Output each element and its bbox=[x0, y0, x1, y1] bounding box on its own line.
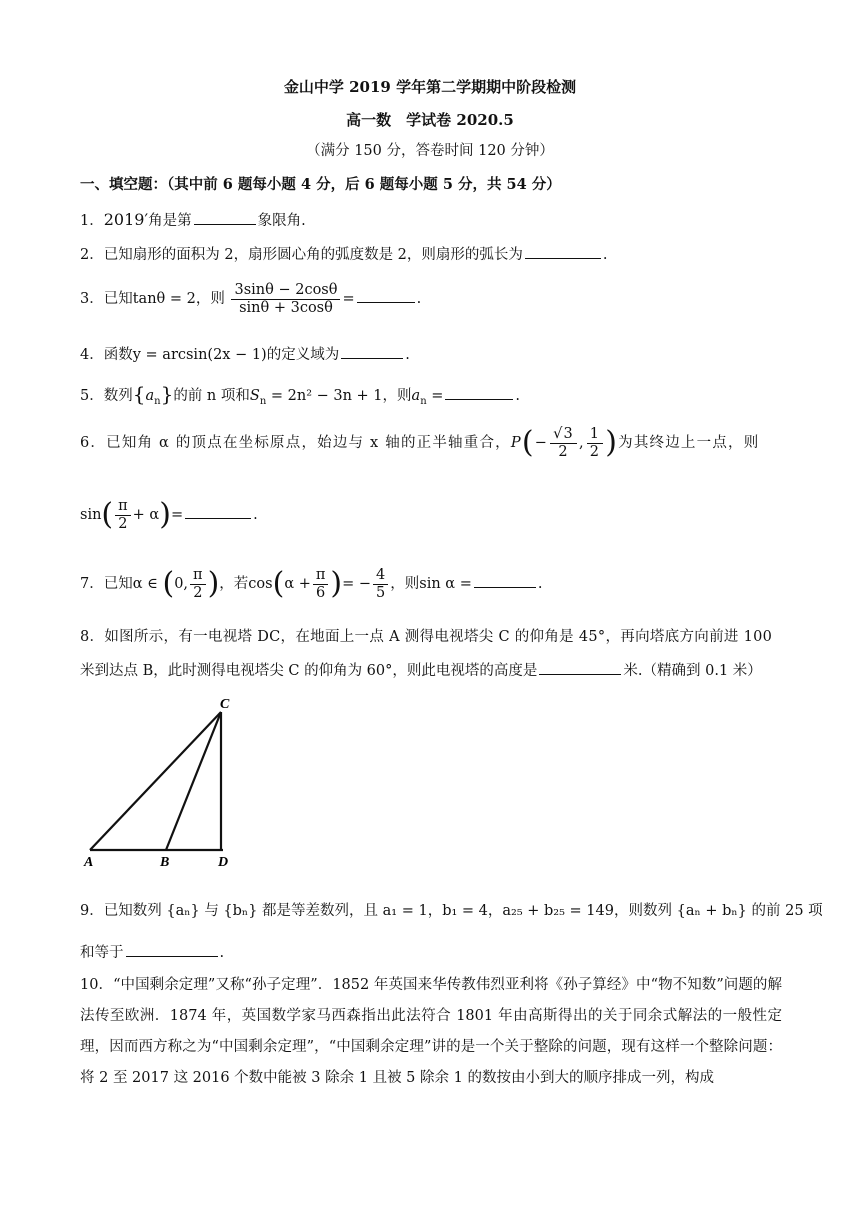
q7-neg: = − bbox=[342, 576, 372, 593]
q7-answer-blank[interactable] bbox=[474, 573, 536, 588]
diagram-line-bc bbox=[166, 712, 221, 850]
q5-end: . bbox=[515, 388, 521, 404]
q7-frac-45 bbox=[373, 567, 388, 601]
q1-text-a: 角是第 bbox=[148, 213, 192, 229]
q7-sin: sin α = bbox=[419, 576, 472, 593]
question-1 bbox=[80, 210, 306, 230]
q7-text-a: 已知 bbox=[103, 576, 133, 593]
question-9 bbox=[80, 903, 823, 920]
q8-line1: 如图所示，有一电视塔 DC，在地面上一点 A 测得电视塔尖 C 的仰角是 45°，再向塔底方向前进 100 bbox=[104, 629, 773, 645]
q5-answer-blank[interactable] bbox=[445, 385, 513, 400]
q6-text-a: 已知角 α 的顶点在坐标原点，始边与 x 轴的正半轴重合， bbox=[106, 435, 511, 452]
q2-end: . bbox=[602, 247, 608, 263]
q5-text-c: ，则 bbox=[382, 388, 412, 404]
q5-brace-right: } bbox=[160, 382, 174, 406]
q6-l2-frac-num: π bbox=[115, 498, 131, 516]
q3-fraction bbox=[231, 282, 340, 316]
question-10: 10．“中国剩余定理”又称“孙子定理”．1852 年英国来华传教伟烈亚利将《孙子算经》中“物不知数”问题的解法传至欧洲．1874 年，英国数学家马西森指出此法符合 1801 年由高斯得出的关于同余式解法的一般性定理，因而西方称之为“中国剩余定理”，“中国剩余定理”讲的是一个关于整除的问题，现有这样一个整除问题：将 2 至 2017 这 2016 个数中能被 3 除余 1 且被 5 除余 1 的数按由小到大的顺序排成一列，构成 bbox=[80, 977, 782, 1086]
q3-numerator: 3sinθ − 2cosθ bbox=[231, 282, 340, 300]
q4-text-a: 函数 bbox=[103, 347, 133, 363]
q3-end: . bbox=[416, 291, 422, 308]
q6-l2-frac-den: 2 bbox=[118, 515, 128, 532]
q7-frac-pi6-den: 6 bbox=[316, 584, 326, 601]
q6-l2-plus-alpha: + α bbox=[132, 507, 160, 524]
q6-l2-paren-right: ) bbox=[159, 497, 171, 533]
q4-number: 4． bbox=[80, 347, 104, 363]
exam-subtitle: 高一数 学试卷 2020.5 bbox=[346, 111, 514, 129]
q7-frac-pi2-den: 2 bbox=[193, 584, 203, 601]
q7-frac-pi2-num: π bbox=[190, 567, 206, 585]
q7-frac-pi6-num: π bbox=[313, 567, 329, 585]
q9-end: . bbox=[219, 945, 225, 961]
q5-text-a: 数列 bbox=[103, 388, 133, 404]
q6-minus: − bbox=[534, 435, 549, 452]
q7-frac-45-num: 4 bbox=[373, 567, 388, 585]
q7-zero: 0, bbox=[174, 576, 189, 593]
question-9-line2 bbox=[80, 942, 224, 962]
q2-text: 已知扇形的面积为 2，扇形圆心角的弧度数是 2，则扇形的弧长为 bbox=[103, 247, 523, 263]
q6-sin: sin bbox=[80, 507, 102, 524]
q6-comma: , bbox=[578, 435, 585, 452]
q6-l2-paren-left: ( bbox=[101, 497, 114, 533]
q6-text-b: 为其终边上一点，则 bbox=[618, 435, 760, 452]
q6-frac-2-num: 1 bbox=[587, 426, 603, 444]
q1-number: 1． bbox=[80, 213, 104, 229]
exam-note: （满分 150 分，答卷时间 120 分钟） bbox=[306, 143, 554, 159]
q7-frac-pi2 bbox=[190, 567, 206, 601]
q3-text-a: 已知 bbox=[103, 291, 133, 308]
q7-cos-paren-right: ) bbox=[330, 566, 343, 602]
q1-angle: 2019′ bbox=[103, 210, 149, 229]
tower-diagram bbox=[78, 690, 248, 870]
q7-number: 7． bbox=[80, 576, 104, 593]
q1-answer-blank[interactable] bbox=[194, 210, 256, 225]
diagram-label-c: C bbox=[220, 697, 230, 712]
q6-paren-left: ( bbox=[521, 425, 535, 461]
q6-frac-2-den: 2 bbox=[589, 443, 601, 460]
q5-text-b: 的前 n 项和 bbox=[173, 388, 250, 404]
q8-number: 8． bbox=[80, 629, 105, 645]
q7-cos-paren-left: ( bbox=[272, 566, 285, 602]
q5-number: 5． bbox=[80, 388, 104, 404]
q5-brace-left: { bbox=[132, 382, 146, 406]
question-5 bbox=[80, 382, 520, 408]
q7-alpha-plus: α + bbox=[284, 576, 311, 593]
q3-denominator: sinθ + 3cosθ bbox=[239, 299, 333, 316]
q6-number: 6． bbox=[80, 435, 107, 452]
question-6 bbox=[80, 426, 759, 460]
q7-frac-45-den: 5 bbox=[376, 584, 386, 601]
q6-eq: = bbox=[170, 507, 184, 524]
q5-sum-sub: n bbox=[259, 395, 267, 407]
q4-expr: y = arcsin(2x − 1) bbox=[132, 347, 267, 363]
q4-answer-blank[interactable] bbox=[341, 344, 403, 359]
q1-text-b: 象限角. bbox=[257, 213, 306, 229]
q3-cond: tanθ = 2 bbox=[132, 291, 196, 308]
q8-line2-a: 米到达点 B，此时测得电视塔尖 C 的仰角为 60°，则此电视塔的高度是 bbox=[80, 663, 538, 679]
q2-answer-blank[interactable] bbox=[525, 244, 601, 259]
section-heading: 一、填空题：（其中前 6 题每小题 4 分，后 6 题每小题 5 分，共 54 分） bbox=[80, 176, 561, 193]
q5-eq: = bbox=[426, 388, 444, 404]
q7-frac-pi6 bbox=[313, 567, 329, 601]
q9-line1: 已知数列 {aₙ} 与 {bₙ} 都是等差数列，且 a₁ = 1，b₁ = 4，a₂₅ + b₂₅ = 149，则数列 {aₙ + bₙ} 的前 25 项 bbox=[103, 903, 823, 919]
question-7 bbox=[80, 567, 542, 601]
q3-text-b: ，则 bbox=[195, 291, 225, 308]
question-4 bbox=[80, 344, 410, 364]
q5-sum-rest: = 2n² − 3n + 1 bbox=[266, 388, 383, 404]
q7-cos: cos bbox=[248, 576, 273, 593]
question-3 bbox=[80, 282, 421, 316]
q9-number: 9． bbox=[80, 903, 104, 919]
q9-line2: 和等于 bbox=[80, 945, 124, 961]
q6-frac-1-num: √3 bbox=[550, 426, 577, 444]
question-8 bbox=[80, 629, 772, 646]
q6-frac-2 bbox=[587, 426, 603, 460]
question-2 bbox=[80, 244, 608, 264]
q7-text-c: ，则 bbox=[390, 576, 420, 593]
q7-end: . bbox=[537, 576, 543, 593]
q7-paren-right: ) bbox=[207, 566, 220, 602]
q5-sum: S bbox=[249, 388, 260, 404]
q5-an: a bbox=[411, 388, 421, 404]
q7-text-b: ，若 bbox=[219, 576, 249, 593]
q8-answer-blank[interactable] bbox=[539, 660, 621, 675]
exam-title: 金山中学 2019 学年第二学期期中阶段检测 bbox=[283, 78, 577, 96]
q3-eq: = bbox=[342, 291, 355, 308]
q7-alpha-in: α ∈ bbox=[132, 576, 163, 593]
q6-answer-blank[interactable] bbox=[185, 504, 251, 519]
q6-frac-1-den: 2 bbox=[558, 443, 569, 460]
q5-an-sub: n bbox=[420, 395, 427, 407]
q2-number: 2． bbox=[80, 247, 104, 263]
q6-end: . bbox=[253, 507, 258, 524]
diagram-label-a: A bbox=[84, 855, 94, 870]
q9-answer-blank[interactable] bbox=[126, 942, 218, 957]
q7-paren-left: ( bbox=[162, 566, 175, 602]
diagram-label-d: D bbox=[218, 855, 229, 870]
q6-l2-frac bbox=[115, 498, 131, 532]
q4-end: . bbox=[405, 347, 410, 363]
q6-paren-right: ) bbox=[605, 425, 619, 461]
q3-number: 3． bbox=[80, 291, 104, 308]
q3-answer-blank[interactable] bbox=[357, 288, 415, 303]
q8-line2-b: 米.（精确到 0.1 米） bbox=[623, 663, 762, 679]
q6-point-p: P bbox=[510, 435, 522, 452]
question-6-line2 bbox=[80, 498, 258, 532]
q5-seq-sub: n bbox=[154, 395, 161, 407]
q4-text-b: 的定义域为 bbox=[266, 347, 340, 363]
diagram-label-b: B bbox=[160, 855, 170, 870]
question-8-line2 bbox=[80, 660, 762, 680]
q6-frac-1 bbox=[550, 426, 577, 460]
q5-seq: a bbox=[145, 388, 155, 404]
diagram-line-ac bbox=[90, 712, 221, 850]
